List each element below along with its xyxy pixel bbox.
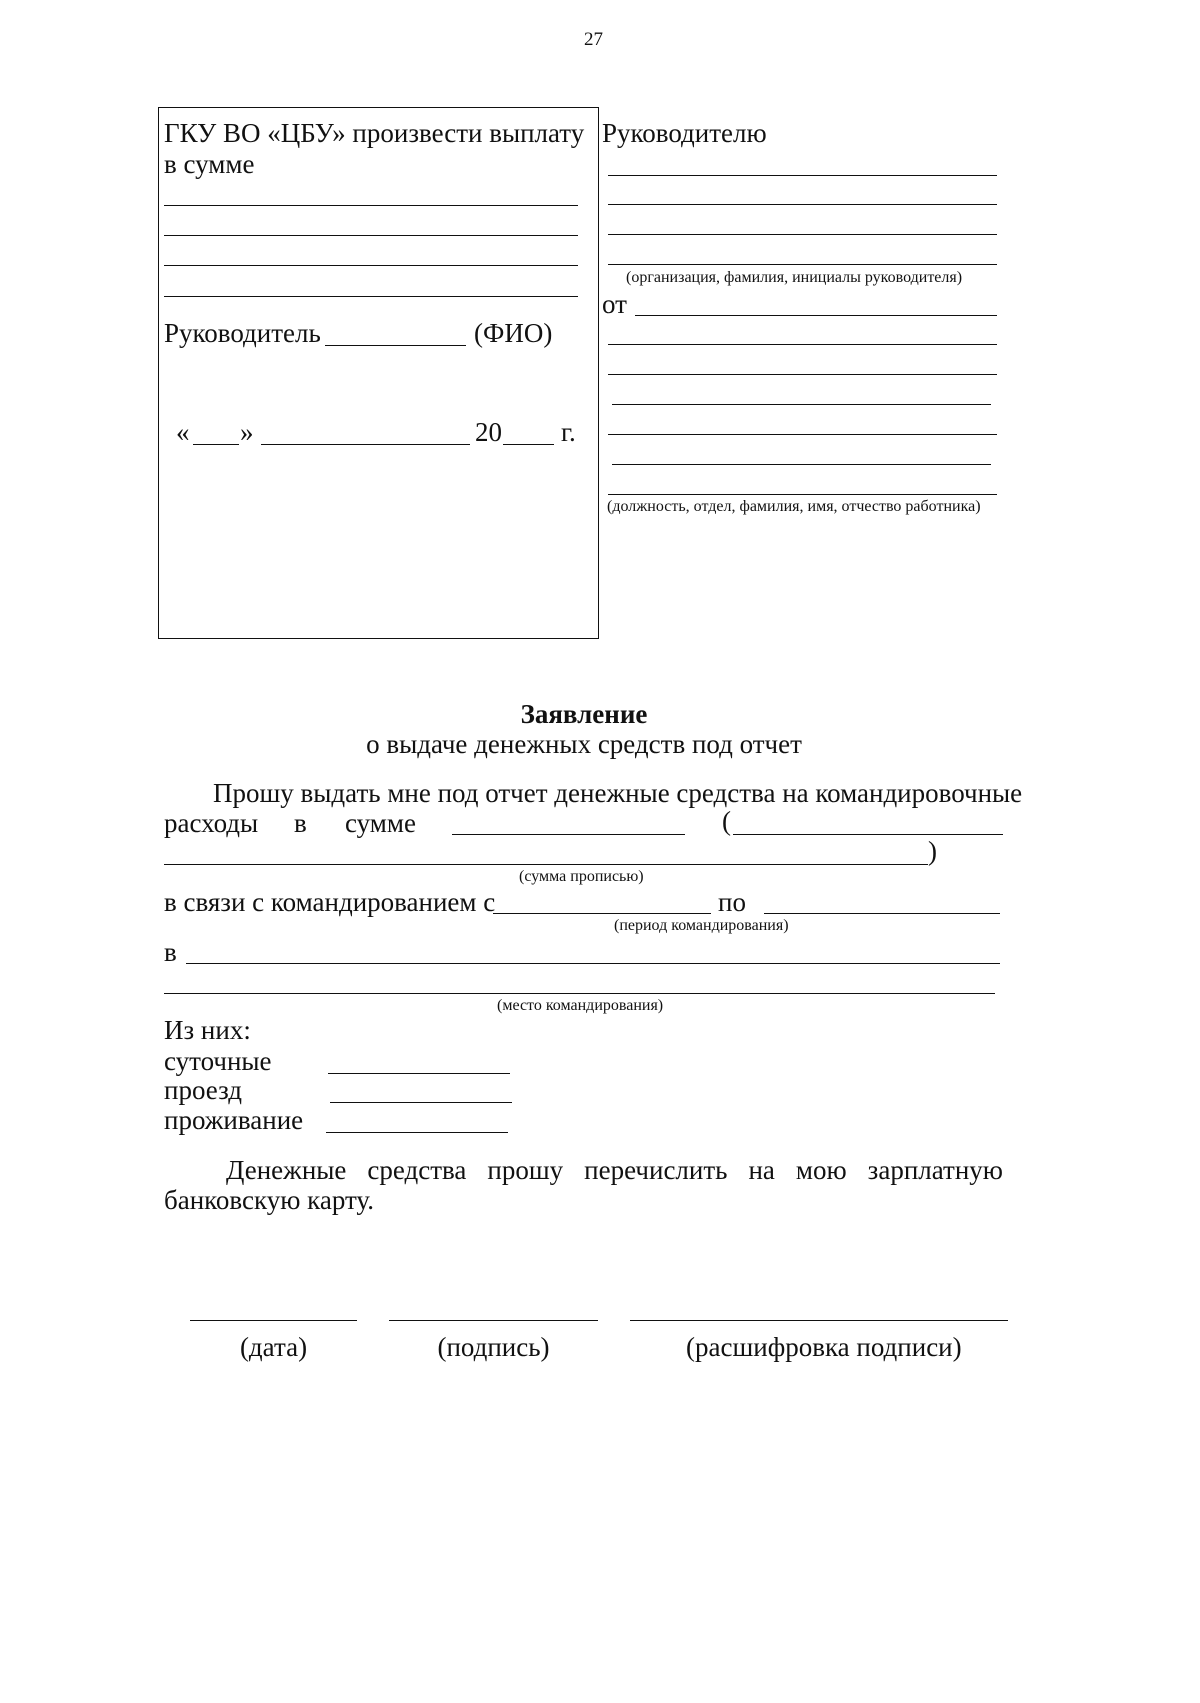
document-subtitle: о выдаче денежных средств под отчет: [366, 729, 802, 759]
resolution-month-line[interactable]: [261, 444, 470, 445]
travel-label: проезд: [164, 1075, 243, 1105]
addressee-to-line-1[interactable]: [608, 175, 997, 176]
addressee-from-caption: (должность, отдел, фамилия, имя, отчество работника): [607, 498, 981, 515]
addressee-from-line-6[interactable]: [612, 464, 991, 465]
resolution-fio: (ФИО): [474, 318, 553, 348]
transfer-line-1: [226, 1157, 1003, 1184]
request-word-in: в: [294, 808, 307, 838]
addressee-from-line-3[interactable]: [608, 374, 997, 375]
resolution-head-signature-line[interactable]: [325, 345, 466, 346]
addressee-to-line-3[interactable]: [608, 234, 997, 235]
resolution-date-open-quote: «: [176, 417, 190, 447]
addressee-from-label: от: [602, 289, 627, 319]
per-diem-line[interactable]: [328, 1073, 510, 1074]
resolution-amount-line-4[interactable]: [164, 296, 578, 297]
addressee-from-line-5[interactable]: [608, 434, 997, 435]
of-which-label: Из них:: [164, 1015, 251, 1045]
lodging-label: проживание: [164, 1105, 304, 1135]
trip-to-label: по: [718, 887, 746, 917]
lodging-line[interactable]: [326, 1132, 508, 1133]
transfer-word: на: [748, 1155, 775, 1185]
place-prefix: в: [164, 937, 177, 967]
signature-line[interactable]: [389, 1320, 598, 1321]
trip-place-line-2[interactable]: [164, 993, 995, 994]
transfer-word: прошу: [487, 1155, 564, 1185]
document-title: Заявление: [520, 699, 648, 729]
transfer-word: мою: [795, 1155, 847, 1185]
place-caption: (место командирования): [497, 997, 664, 1014]
resolution-year-prefix: 20: [475, 417, 502, 447]
amount-figures-line[interactable]: [452, 834, 685, 835]
addressee-from-line-4[interactable]: [612, 404, 991, 405]
resolution-text-line2: в сумме: [164, 149, 255, 179]
signature-decode-line[interactable]: [630, 1320, 1008, 1321]
addressee-from-line-2[interactable]: [608, 344, 997, 345]
amount-words-line-1[interactable]: [733, 834, 1003, 835]
travel-line[interactable]: [330, 1102, 512, 1103]
resolution-box: [158, 107, 599, 639]
trip-place-line-1[interactable]: [186, 963, 1000, 964]
signature-caption: (подпись): [437, 1332, 550, 1362]
resolution-amount-line-3[interactable]: [164, 265, 578, 266]
resolution-text-line1: ГКУ ВО «ЦБУ» произвести выплату: [164, 118, 585, 148]
addressee-from-line-1[interactable]: [635, 315, 997, 316]
amount-open-paren: (: [722, 806, 731, 836]
amount-close-paren: ): [928, 836, 937, 866]
transfer-word: зарплатную: [867, 1155, 1003, 1185]
request-line-1: Прошу выдать мне под отчет денежные средства на командировочные: [213, 778, 1023, 808]
per-diem-label: суточные: [164, 1046, 272, 1076]
signature-decode-caption: (расшифровка подписи): [686, 1332, 962, 1362]
trip-from-label: в связи с командированием с: [164, 887, 496, 917]
amount-caption: (сумма прописью): [519, 868, 644, 885]
addressee-to-label: Руководителю: [602, 118, 767, 148]
resolution-date-close-quote: »: [240, 417, 254, 447]
trip-start-date-line[interactable]: [493, 913, 711, 914]
transfer-line-2: банковскую карту.: [164, 1185, 374, 1215]
resolution-day-line[interactable]: [193, 444, 239, 445]
addressee-to-line-2[interactable]: [608, 204, 997, 205]
trip-end-date-line[interactable]: [764, 913, 1000, 914]
addressee-from-line-7[interactable]: [608, 494, 997, 495]
transfer-word: перечислить: [584, 1155, 728, 1185]
resolution-amount-line-1[interactable]: [164, 205, 578, 206]
addressee-to-caption: (организация, фамилия, инициалы руководителя): [626, 269, 963, 286]
transfer-word: средства: [367, 1155, 467, 1185]
resolution-year-suffix: г.: [561, 417, 576, 447]
date-caption: (дата): [239, 1332, 308, 1362]
period-caption: (период командирования): [614, 917, 789, 934]
resolution-head-label: Руководитель: [164, 318, 321, 348]
addressee-to-line-4[interactable]: [608, 264, 997, 265]
transfer-word: Денежные: [226, 1155, 347, 1185]
date-signature-line[interactable]: [190, 1320, 357, 1321]
resolution-year-line[interactable]: [503, 444, 554, 445]
page-number: 27: [584, 29, 603, 50]
request-word-expenses: расходы: [164, 808, 259, 838]
request-word-amount: сумме: [345, 808, 416, 838]
resolution-amount-line-2[interactable]: [164, 235, 578, 236]
amount-words-line-2[interactable]: [164, 864, 928, 865]
